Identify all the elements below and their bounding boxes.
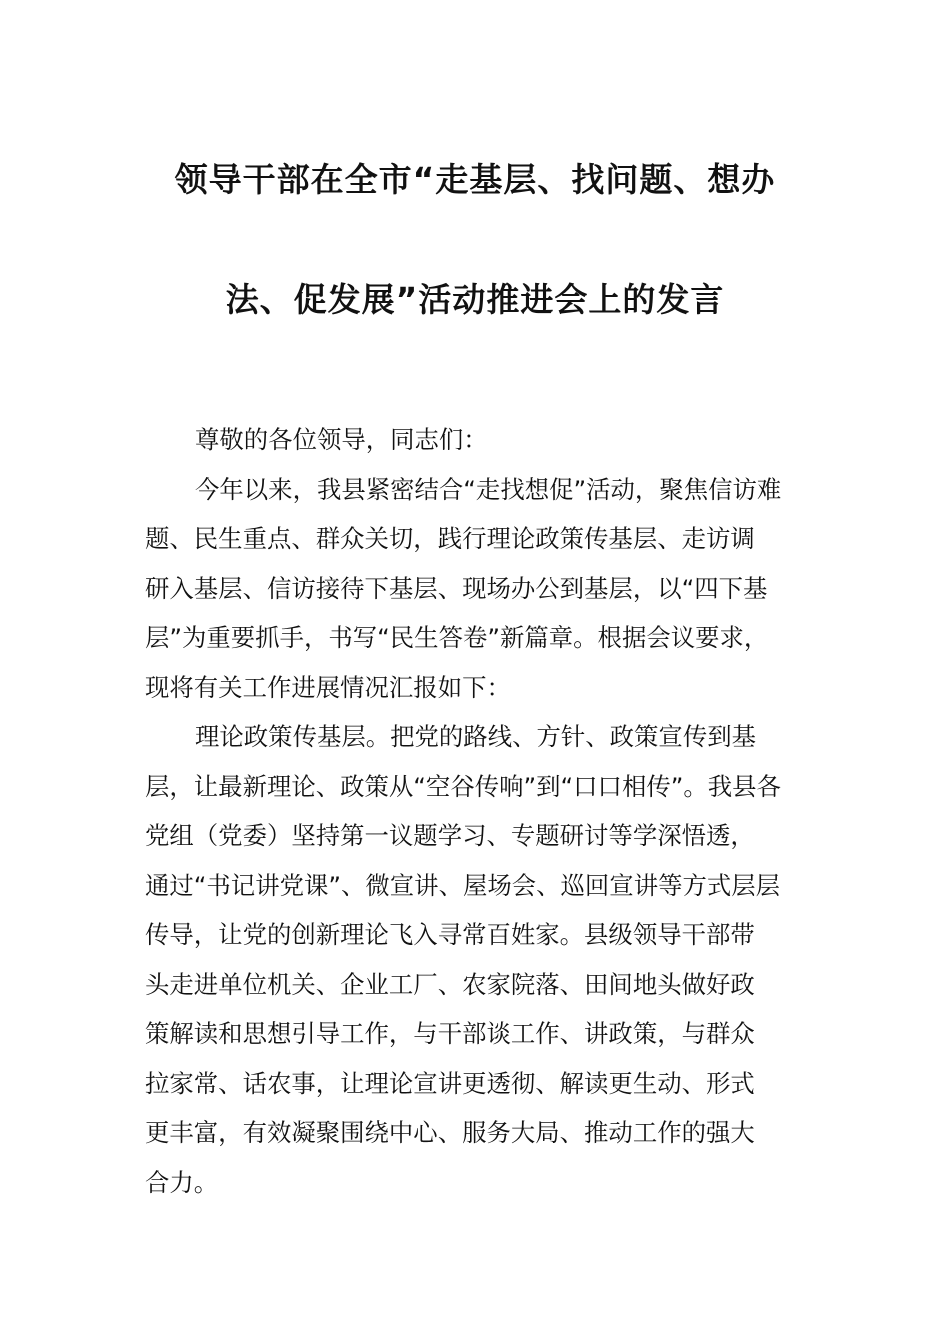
- body-paragraph-1: [145, 465, 805, 713]
- greeting-paragraph: [145, 415, 805, 465]
- paragraph-line: 层，让最新理论、政策从“空谷传响”到“口口相传”。我县各: [145, 771, 781, 801]
- paragraph-line: 传导，让党的创新理论飞入寻常百姓家。县级领导干部带: [145, 920, 755, 949]
- paragraph-line: 层”为重要抓手，书写“民生答卷”新篇章。根据会议要求，: [145, 623, 769, 652]
- paragraph-line: 题、民生重点、群众关切，践行理论政策传基层、走访调: [145, 524, 755, 553]
- paragraph-line: 党组（党委）坚持第一议题学习、专题研讨等学深悟透，: [145, 821, 755, 850]
- paragraph-line: 策解读和思想引导工作，与干部谈工作、讲政策，与群众: [145, 1019, 755, 1048]
- paragraph-line: 更丰富，有效凝聚围绕中心、服务大局、推动工作的强大: [145, 1118, 755, 1147]
- paragraph-line: 头走进单位机关、企业工厂、农家院落、田间地头做好政: [145, 969, 755, 999]
- document-title-line-1: 领导干部在全市“走基层、找问题、想办: [174, 160, 776, 199]
- greeting-line: 尊敬的各位领导，同志们：: [195, 425, 488, 454]
- paragraph-line: 今年以来，我县紧密结合“走找想促”活动，聚焦信访难: [195, 474, 782, 504]
- document-body: [145, 415, 805, 1207]
- paragraph-line: 拉家常、话农事，让理论宣讲更透彻、解读更生动、形式: [145, 1068, 755, 1098]
- paragraph-line: 通过“书记讲党课”、微宣讲、屋场会、巡回宣讲等方式层层: [145, 870, 781, 900]
- paragraph-line: 理论政策传基层。把党的路线、方针、政策宣传到基: [195, 722, 756, 751]
- paragraph-line: 现将有关工作进展情况汇报如下：: [145, 672, 511, 702]
- paragraph-line: 研入基层、信访接待下基层、现场办公到基层，以“四下基: [145, 573, 768, 603]
- body-paragraph-2: [145, 712, 805, 1207]
- paragraph-line: 合力。: [145, 1167, 219, 1197]
- document-title-line-2: 法、促发展”活动推进会上的发言: [225, 280, 725, 319]
